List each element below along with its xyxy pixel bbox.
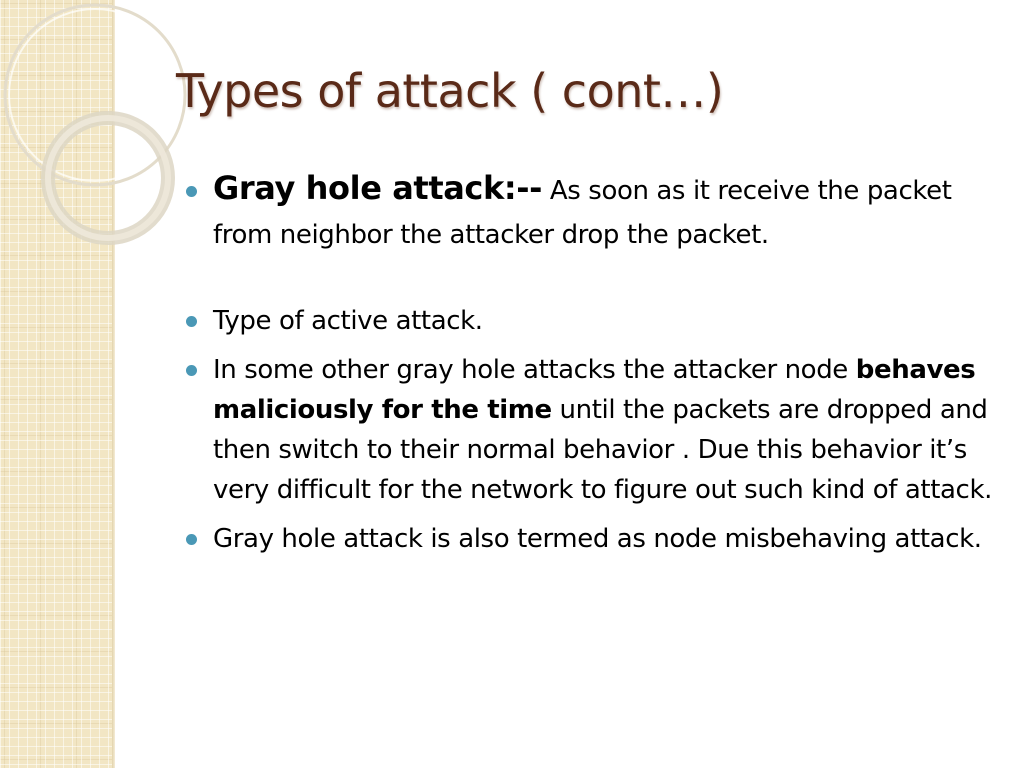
bullet-item-active-attack <box>186 301 996 341</box>
slide-title: Types of attack ( cont…) <box>176 64 724 118</box>
decorative-rings-icon <box>0 0 160 300</box>
bullet-item-gray-hole-attack <box>186 166 996 257</box>
bullet-emphasis: behaves maliciously for the time <box>213 355 976 425</box>
bullet-item-malicious-behavior <box>186 350 996 510</box>
bullet-item-node-misbehaving <box>186 519 996 559</box>
bullet-lead-term: Gray hole attack:-- <box>213 169 543 207</box>
bullet-text: Type of active attack. <box>213 306 483 336</box>
bullet-dot-icon <box>186 365 197 376</box>
bullet-text-after: until the packets are dropped and then switch to their normal behavior . Due this behavior it’s very difficult for the network to figure out such kind of attack. <box>213 395 992 505</box>
bullet-dot-icon <box>186 186 197 197</box>
bullet-list <box>186 166 996 559</box>
bullet-text-before: In some other gray hole attacks the attacker node <box>213 355 856 385</box>
bullet-definition: As soon as it receive the packet from neighbor the attacker drop the packet. <box>213 176 952 250</box>
bullet-dot-icon <box>186 534 197 545</box>
bullet-dot-icon <box>186 316 197 327</box>
bullet-text: Gray hole attack is also termed as node misbehaving attack. <box>213 524 982 554</box>
